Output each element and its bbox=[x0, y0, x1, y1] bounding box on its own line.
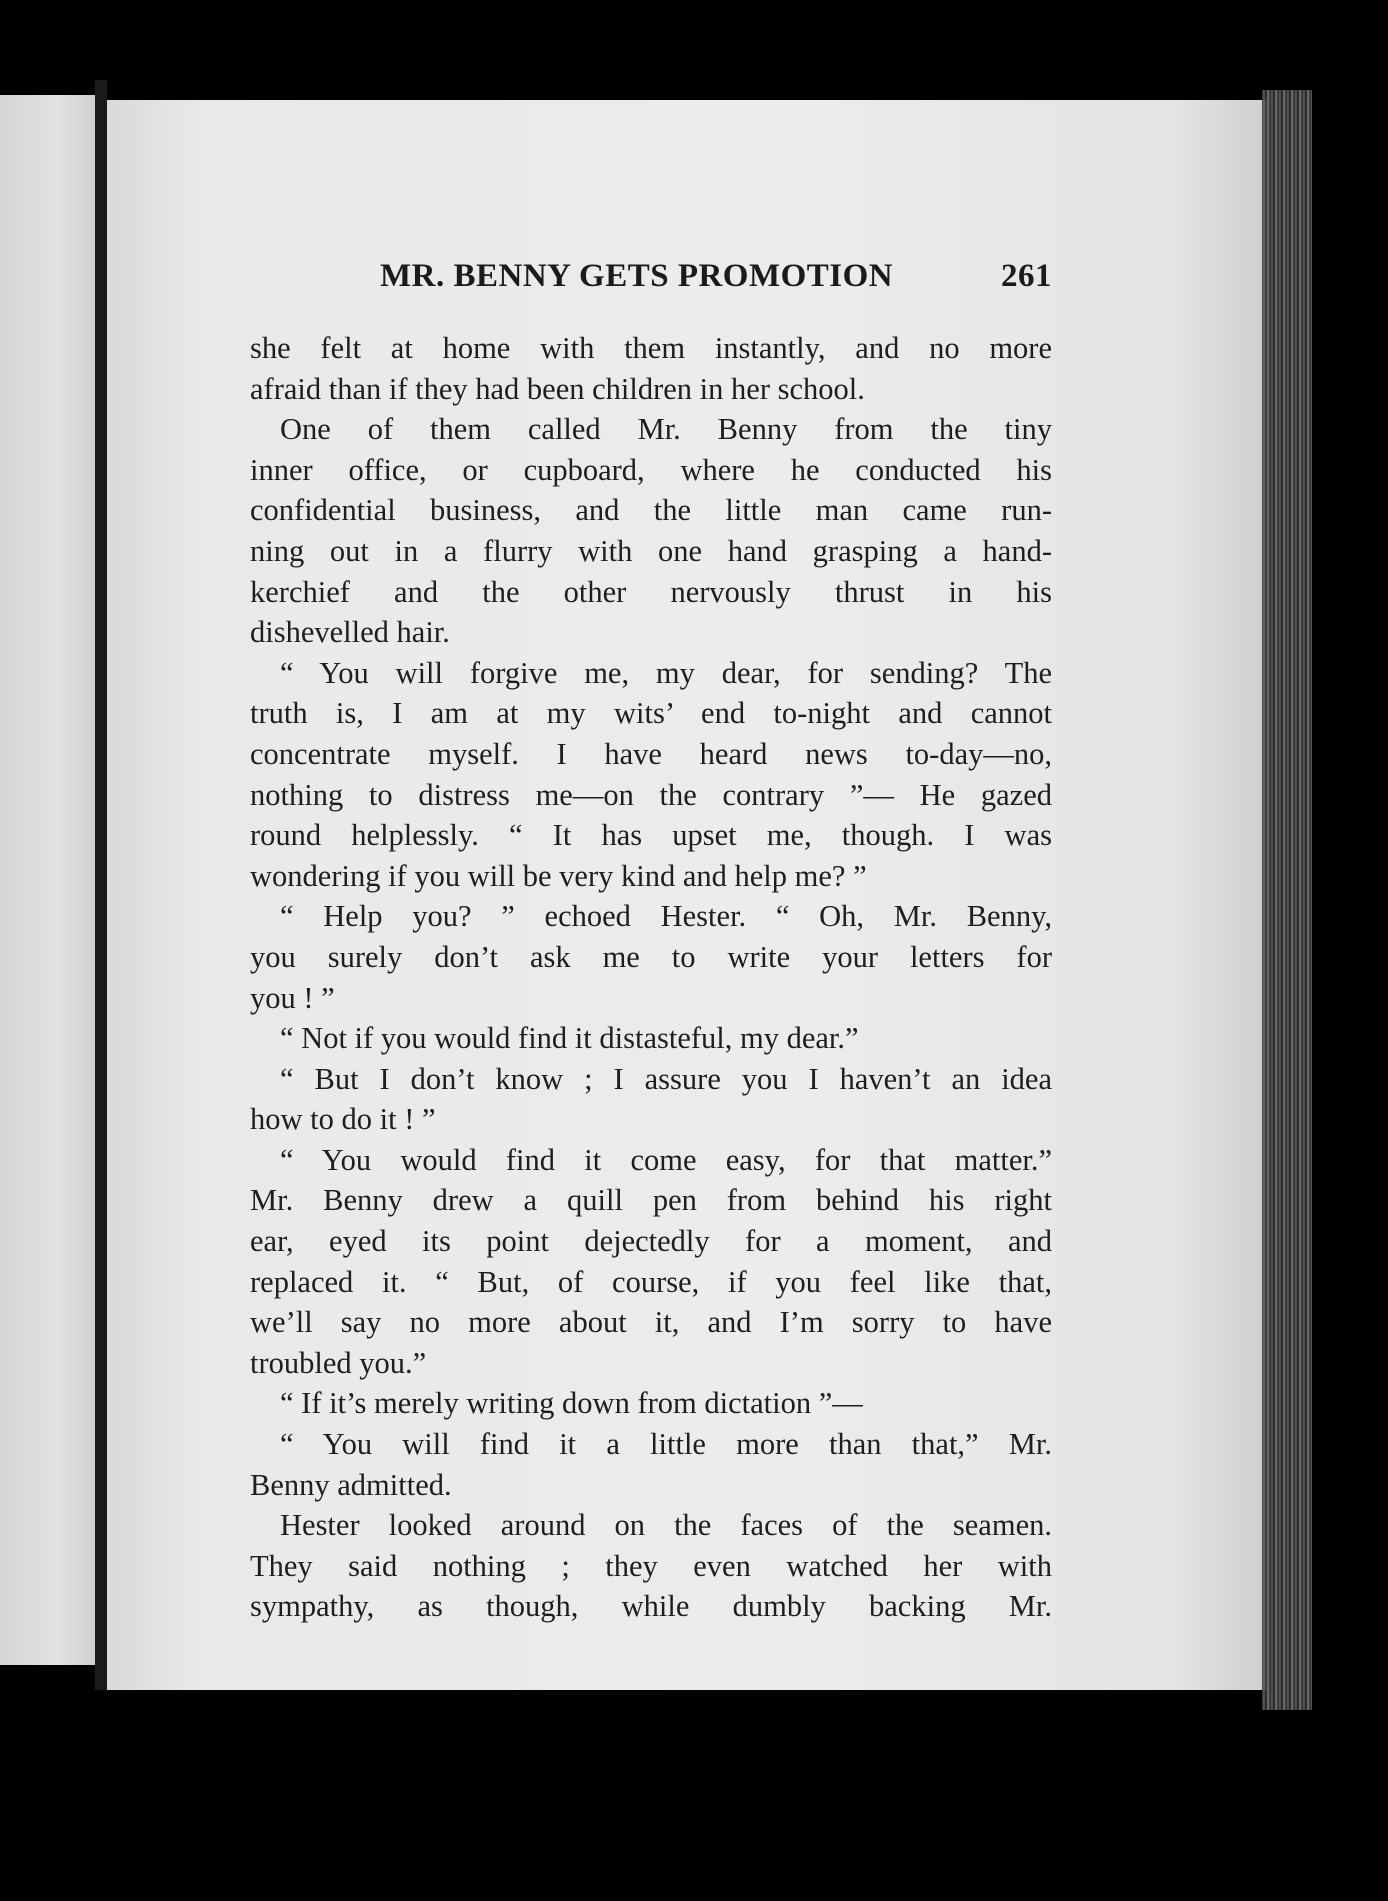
binding-shadow bbox=[95, 80, 107, 1690]
page-number: 261 bbox=[1001, 258, 1052, 294]
text-line: “ Help you? ” echoed Hester. “ Oh, Mr. Benny, bbox=[280, 899, 1052, 934]
page-stack-edge bbox=[1262, 90, 1312, 1710]
text-line: “ You will find it a little more than that,” Mr. bbox=[280, 1427, 1052, 1462]
text-line: you surely don’t ask me to write your letters for bbox=[250, 939, 1052, 974]
text-line: wondering if you will be very kind and help me? ” bbox=[250, 858, 867, 893]
text-line: “ But I don’t know ; I assure you I haven’t an idea bbox=[280, 1061, 1052, 1096]
text-line: inner office, or cupboard, where he conducted his bbox=[250, 452, 1052, 487]
text-line: kerchief and the other nervously thrust in his bbox=[250, 574, 1052, 609]
text-line: sympathy, as though, while dumbly backing Mr. bbox=[250, 1589, 1052, 1624]
text-line: she felt at home with them instantly, and no more bbox=[250, 331, 1052, 365]
text-line: replaced it. “ But, of course, if you feel like that, bbox=[250, 1264, 1052, 1299]
running-head: MR. BENNY GETS PROMOTION bbox=[380, 258, 894, 294]
text-line: truth is, I am at my wits’ end to-night and cannot bbox=[250, 696, 1052, 731]
text-line: Hester looked around on the faces of the seamen. bbox=[280, 1508, 1052, 1543]
text-line: afraid than if they had been children in her school. bbox=[250, 371, 865, 406]
text-line: They said nothing ; they even watched her with bbox=[250, 1548, 1052, 1583]
text-line: concentrate myself. I have heard news to-day—no, bbox=[250, 736, 1052, 771]
text-line: nothing to distress me—on the contrary ”— He gazed bbox=[250, 777, 1052, 812]
text-line: “ You would find it come easy, for that matter.” bbox=[280, 1142, 1052, 1177]
text-line: “ If it’s merely writing down from dictation ”— bbox=[280, 1386, 863, 1421]
text-line: ear, eyed its point dejectedly for a moment, and bbox=[250, 1224, 1052, 1259]
facing-page-edge bbox=[0, 95, 95, 1665]
text-line: round helplessly. “ It has upset me, though. I was bbox=[250, 818, 1052, 853]
text-line: we’ll say no more about it, and I’m sorry to have bbox=[250, 1305, 1052, 1340]
text-line: how to do it ! ” bbox=[250, 1102, 436, 1137]
text-line: “ You will forgive me, my dear, for sending? The bbox=[280, 655, 1052, 690]
text-line: Benny admitted. bbox=[250, 1467, 452, 1502]
text-line: Mr. Benny drew a quill pen from behind his right bbox=[250, 1183, 1052, 1218]
text-line: dishevelled hair. bbox=[250, 615, 450, 650]
text-line: ning out in a flurry with one hand grasping a hand- bbox=[250, 533, 1052, 568]
text-line: troubled you.” bbox=[250, 1345, 427, 1380]
text-line: confidential business, and the little man came run- bbox=[250, 493, 1052, 528]
page-header bbox=[380, 258, 1052, 308]
body-text bbox=[250, 328, 1052, 1627]
text-line: One of them called Mr. Benny from the tiny bbox=[280, 412, 1052, 447]
text-line: you ! ” bbox=[250, 980, 335, 1015]
text-line: “ Not if you would find it distasteful, my dear.” bbox=[280, 1021, 859, 1056]
